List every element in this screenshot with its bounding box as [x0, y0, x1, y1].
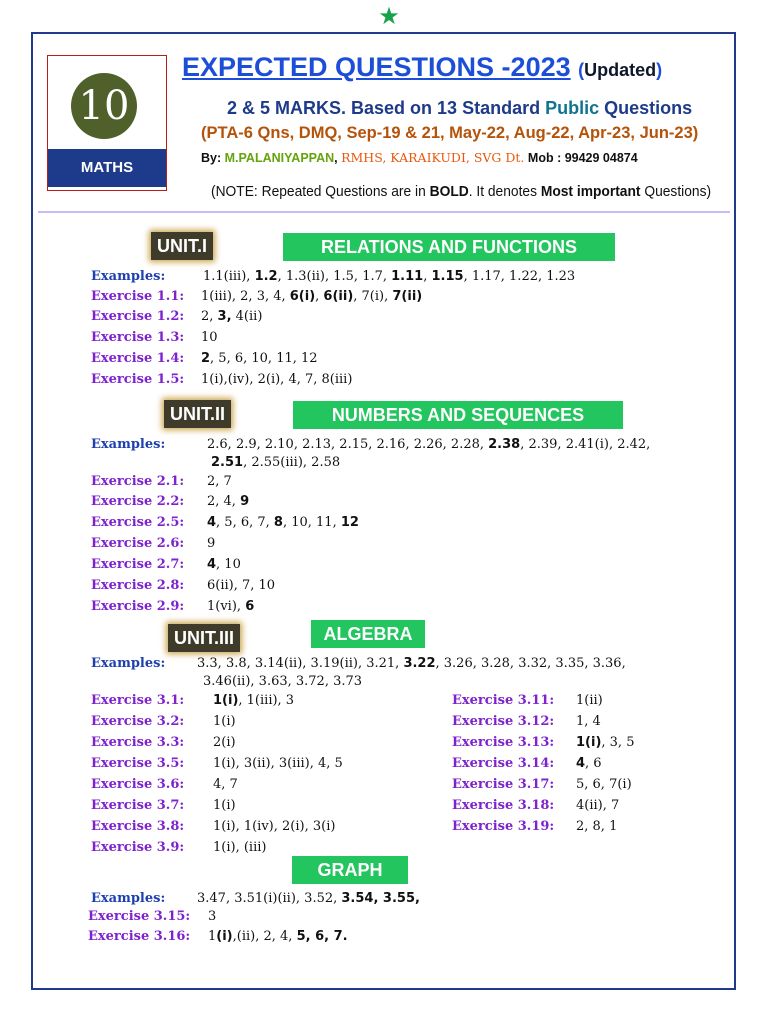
unit-1-topic: RELATIONS AND FUNCTIONS	[283, 233, 615, 261]
unit3-left-5-label: Exercise 3.7:	[91, 798, 185, 813]
unit3-right-3-label: Exercise 3.14:	[452, 756, 555, 771]
unit2-row-4-label: Exercise 2.6:	[91, 536, 185, 551]
marks-text-a: 2 & 5 MARKS. Based on 13 Standard	[227, 98, 546, 118]
unit3-examples-values-cont: 3.46(ii), 3.63, 3.72, 3.73	[203, 674, 363, 689]
unit-1-label: UNIT.I	[151, 232, 213, 260]
unit3-right-3-values: 4, 6	[576, 756, 602, 771]
unit2-row-1-values: 2, 7	[207, 474, 232, 489]
unit2-row-4-values: 9	[207, 536, 216, 551]
unit3-right-2-label: Exercise 3.13:	[452, 735, 555, 750]
unit3-right-4-label: Exercise 3.17:	[452, 777, 555, 792]
author-line: By: M.PALANIYAPPAN, RMHS, KARAIKUDI, SVG Dt. Mob : 99429 04874	[201, 150, 638, 165]
graph-row-0-label: Examples:	[91, 891, 166, 906]
unit3-right-0-values: 1(ii)	[576, 693, 603, 708]
graph-topic: GRAPH	[292, 856, 408, 884]
unit3-left-7-values: 1(i), (iii)	[213, 840, 267, 855]
graph-row-2-label: Exercise 3.16:	[88, 929, 191, 944]
graph-row-1-values: 3	[208, 909, 217, 924]
unit3-left-4-label: Exercise 3.6:	[91, 777, 185, 792]
by-label: By:	[201, 151, 225, 165]
marks-line	[227, 98, 692, 119]
unit1-row-3-label: Exercise 1.3:	[91, 330, 185, 345]
unit2-row-2-values: 2, 4, 9	[207, 494, 250, 509]
star-icon: ★	[378, 2, 400, 30]
class-number: 10	[71, 73, 137, 139]
unit1-row-4-label: Exercise 1.4:	[91, 351, 185, 366]
unit3-right-0-label: Exercise 3.11:	[452, 693, 555, 708]
unit2-row-1-label: Exercise 2.1:	[91, 474, 185, 489]
unit2-row-6-label: Exercise 2.8:	[91, 578, 185, 593]
subject-label: MATHS	[48, 149, 166, 187]
unit2-row-3-values: 4, 5, 6, 7, 8, 10, 11, 12	[207, 515, 359, 530]
unit3-right-5-label: Exercise 3.18:	[452, 798, 555, 813]
unit3-left-3-values: 1(i), 3(ii), 3(iii), 4, 5	[213, 756, 343, 771]
note-important: Most important	[540, 183, 641, 200]
marks-text-b: Questions	[599, 98, 693, 118]
unit3-right-1-label: Exercise 3.12:	[452, 714, 555, 729]
author-name: M.PALANIYAPPAN	[224, 151, 335, 165]
unit2-row-3-label: Exercise 2.5:	[91, 515, 185, 530]
unit3-left-1-label: Exercise 3.2:	[91, 714, 185, 729]
unit3-left-6-values: 1(i), 1(iv), 2(i), 3(i)	[213, 819, 336, 834]
unit3-left-2-label: Exercise 3.3:	[91, 735, 185, 750]
unit3-right-2-values: 1(i), 3, 5	[576, 735, 635, 750]
unit3-left-6-label: Exercise 3.8:	[91, 819, 185, 834]
unit2-row-7-values: 1(vi), 6	[207, 599, 255, 614]
unit1-row-5-label: Exercise 1.5:	[91, 372, 185, 387]
unit3-examples-label: Examples:	[91, 656, 166, 671]
unit3-left-5-values: 1(i)	[213, 798, 236, 813]
unit-2-topic: NUMBERS AND SEQUENCES	[293, 401, 623, 429]
note-text-b: . It denotes	[468, 183, 541, 200]
unit2-row-7-label: Exercise 2.9:	[91, 599, 185, 614]
unit3-left-3-label: Exercise 3.5:	[91, 756, 185, 771]
unit1-row-5-values: 1(i),(iv), 2(i), 4, 7, 8(iii)	[201, 372, 353, 387]
unit2-row-0-label: Examples:	[91, 437, 166, 452]
unit3-left-1-values: 1(i)	[213, 714, 236, 729]
unit2-row-6-values: 6(ii), 7, 10	[207, 578, 276, 593]
unit1-row-2-label: Exercise 1.2:	[91, 309, 185, 324]
unit3-right-5-values: 4(ii), 7	[576, 798, 620, 813]
title-updated: Updated	[584, 60, 657, 80]
graph-row-1-label: Exercise 3.15:	[88, 909, 191, 924]
note-line	[211, 183, 711, 200]
note-text-a: (NOTE: Repeated Questions are in	[211, 183, 430, 200]
unit3-left-7-label: Exercise 3.9:	[91, 840, 185, 855]
sources-line: (PTA-6 Qns, DMQ, Sep-19 & 21, May-22, Aug-22, Apr-23, Jun-23)	[201, 124, 699, 142]
unit1-row-3-values: 10	[201, 330, 218, 345]
author-place: RMHS, KARAIKUDI, SVG Dt.	[341, 150, 525, 165]
unit3-left-4-values: 4, 7	[213, 777, 238, 792]
unit3-examples-values: 3.3, 3.8, 3.14(ii), 3.19(ii), 3.21, 3.22, 3.26, 3.28, 3.32, 3.35, 3.36,	[197, 656, 626, 671]
unit-3-label: UNIT.III	[168, 624, 240, 652]
unit1-row-0-label: Examples:	[91, 269, 166, 284]
unit3-left-0-label: Exercise 3.1:	[91, 693, 185, 708]
graph-row-0-values: 3.47, 3.51(i)(ii), 3.52, 3.54, 3.55,	[197, 891, 420, 906]
graph-row-2-values: 1(i),(ii), 2, 4, 5, 6, 7.	[208, 929, 348, 944]
unit3-right-4-values: 5, 6, 7(i)	[576, 777, 632, 792]
title-paren-close: )	[656, 60, 663, 80]
unit2-row-2-label: Exercise 2.2:	[91, 494, 185, 509]
note-bold: BOLD	[429, 183, 469, 200]
unit3-left-2-values: 2(i)	[213, 735, 236, 750]
title-text: EXPECTED QUESTIONS -2023	[182, 52, 571, 82]
unit2-row-5-values: 4, 10	[207, 557, 241, 572]
unit3-left-0-values: 1(i), 1(iii), 3	[213, 693, 295, 708]
unit3-right-6-label: Exercise 3.19:	[452, 819, 555, 834]
page-title	[182, 52, 662, 83]
divider	[38, 211, 730, 213]
unit3-right-6-values: 2, 8, 1	[576, 819, 618, 834]
title-paren-open: (	[578, 60, 585, 80]
unit1-row-1-label: Exercise 1.1:	[91, 289, 185, 304]
unit-2-label: UNIT.II	[164, 400, 231, 428]
unit2-row-0-values: 2.6, 2.9, 2.10, 2.13, 2.15, 2.16, 2.26, 2.28, 2.38, 2.39, 2.41(i), 2.42,	[207, 437, 651, 452]
unit1-row-2-values: 2, 3, 4(ii)	[201, 309, 263, 324]
unit1-row-4-values: 2, 5, 6, 10, 11, 12	[201, 351, 318, 366]
marks-public: Public	[545, 98, 600, 118]
author-mobile: Mob : 99429 04874	[527, 151, 638, 165]
unit1-row-0-values: 1.1(iii), 1.2, 1.3(ii), 1.5, 1.7, 1.11, 1.15, 1.17, 1.22, 1.23	[203, 269, 576, 284]
unit3-right-1-values: 1, 4	[576, 714, 601, 729]
unit2-row-5-label: Exercise 2.7:	[91, 557, 185, 572]
note-text-c: Questions)	[640, 183, 712, 200]
unit-3-topic: ALGEBRA	[311, 620, 425, 648]
unit2-row-0-values-cont: 2.51, 2.55(iii), 2.58	[211, 455, 341, 470]
unit1-row-1-values: 1(iii), 2, 3, 4, 6(i), 6(ii), 7(i), 7(ii)	[201, 289, 423, 304]
